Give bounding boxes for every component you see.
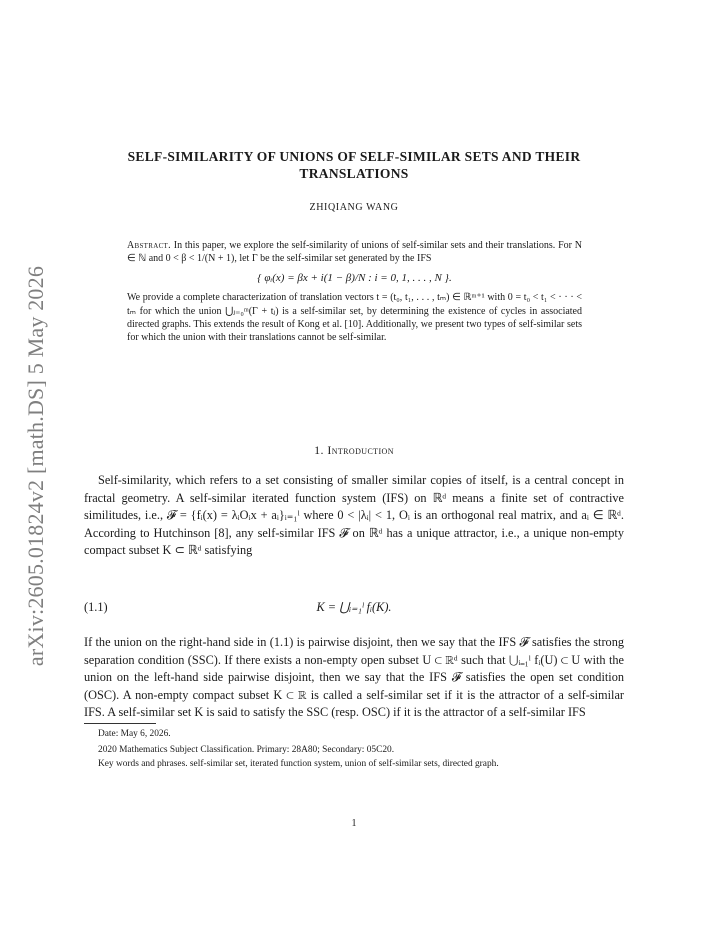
footnote-rule: [84, 723, 156, 724]
abstract-text-1: In this paper, we explore the self-similarity of unions of self-similar sets and their translations. For N ∈ ℕ and 0 < β < 1/(N + 1), let Γ be the self-similar set generated by the IFS: [127, 240, 583, 265]
equation-number: (1.1): [84, 600, 108, 614]
footnote-date: Date: May 6, 2026.: [98, 729, 171, 739]
paper-title: [84, 148, 624, 182]
footnote-msc: 2020 Mathematics Subject Classification. Primary: 28A80; Secondary: 05C20.: [98, 745, 395, 755]
title-line-1: SELF-SIMILARITY OF UNIONS OF SELF-SIMILAR SETS AND THEIR: [127, 149, 581, 164]
page-number: 1: [351, 818, 357, 829]
footnote-keywords: Key words and phrases. self-similar set, iterated function system, union of self-similar sets, directed graph.: [98, 759, 499, 769]
section-heading: [84, 443, 624, 458]
author-name: ZHIQIANG WANG: [309, 202, 399, 213]
abstract-ifs-equation: { φᵢ(x) = βx + i(1 − β)/N : i = 0, 1, . . . , N }.: [257, 271, 452, 284]
abstract-paragraph-1: [127, 239, 582, 266]
abstract-paragraph-2: We provide a complete characterization of translation vectors t = (t₀, t₁, . . . , tₘ) ∈ ℝᵐ⁺¹ with 0 = t₀ < t₁ < · · · < tₘ for which the union ⋃ⱼ₌₀ᵐ(Γ + tⱼ) is a self-similar set, by determining the existence of cycles in associated directed graphs. This extends the result of Kong et al. [10]. Additionally, we present two types of self-similar sets for which the union with their translations cannot be self-similar.: [127, 292, 582, 344]
section-name: Introduction: [327, 443, 394, 457]
abstract-label: Abstract.: [127, 240, 171, 251]
abstract: [127, 239, 582, 345]
equation-body: K = ⋃ᵢ₌₁ˡ fᵢ(K).: [316, 600, 392, 614]
title-line-2: TRANSLATIONS: [299, 166, 409, 181]
arxiv-identifier-stamp: arXiv:2605.01824v2 [math.DS] 5 May 2026: [23, 265, 48, 667]
section-number: 1.: [314, 443, 324, 457]
intro-paragraph-2: If the union on the right-hand side in (1.1) is pairwise disjoint, then we say that the IFS 𝓕 satisfies the strong separation condition (SSC). If there exists a non-empty open subset U ⊂ ℝᵈ such that ⋃ᵢ₌₁ˡ fᵢ(U) ⊂ U with the union on the left-hand side pairwise disjoint, then we say that the IFS 𝓕 satisfies the open set condition (OSC). A non-empty compact subset K ⊂ ℝ is called a self-similar set if it is the attractor of a self-similar IFS. A self-similar set K is said to satisfy the SSC (resp. OSC) if it is the attractor of a self-similar IFS: [84, 635, 624, 720]
equation-1-1: [84, 590, 624, 630]
intro-paragraph-1: Self-similarity, which refers to a set consisting of smaller similar copies of itself, is a central concept in fractal geometry. A self-similar iterated function system (IFS) on ℝᵈ means a finite set of contractive similitudes, i.e., 𝓕 = {fᵢ(x) = λᵢOᵢx + aᵢ}ᵢ₌₁ˡ where 0 < |λᵢ| < 1, Oᵢ is an orthogonal real matrix, and aᵢ ∈ ℝᵈ. According to Hutchinson [8], any self-similar IFS 𝓕 on ℝᵈ has a unique attractor, i.e., a unique non-empty compact subset K ⊂ ℝᵈ satisfying: [84, 473, 624, 558]
